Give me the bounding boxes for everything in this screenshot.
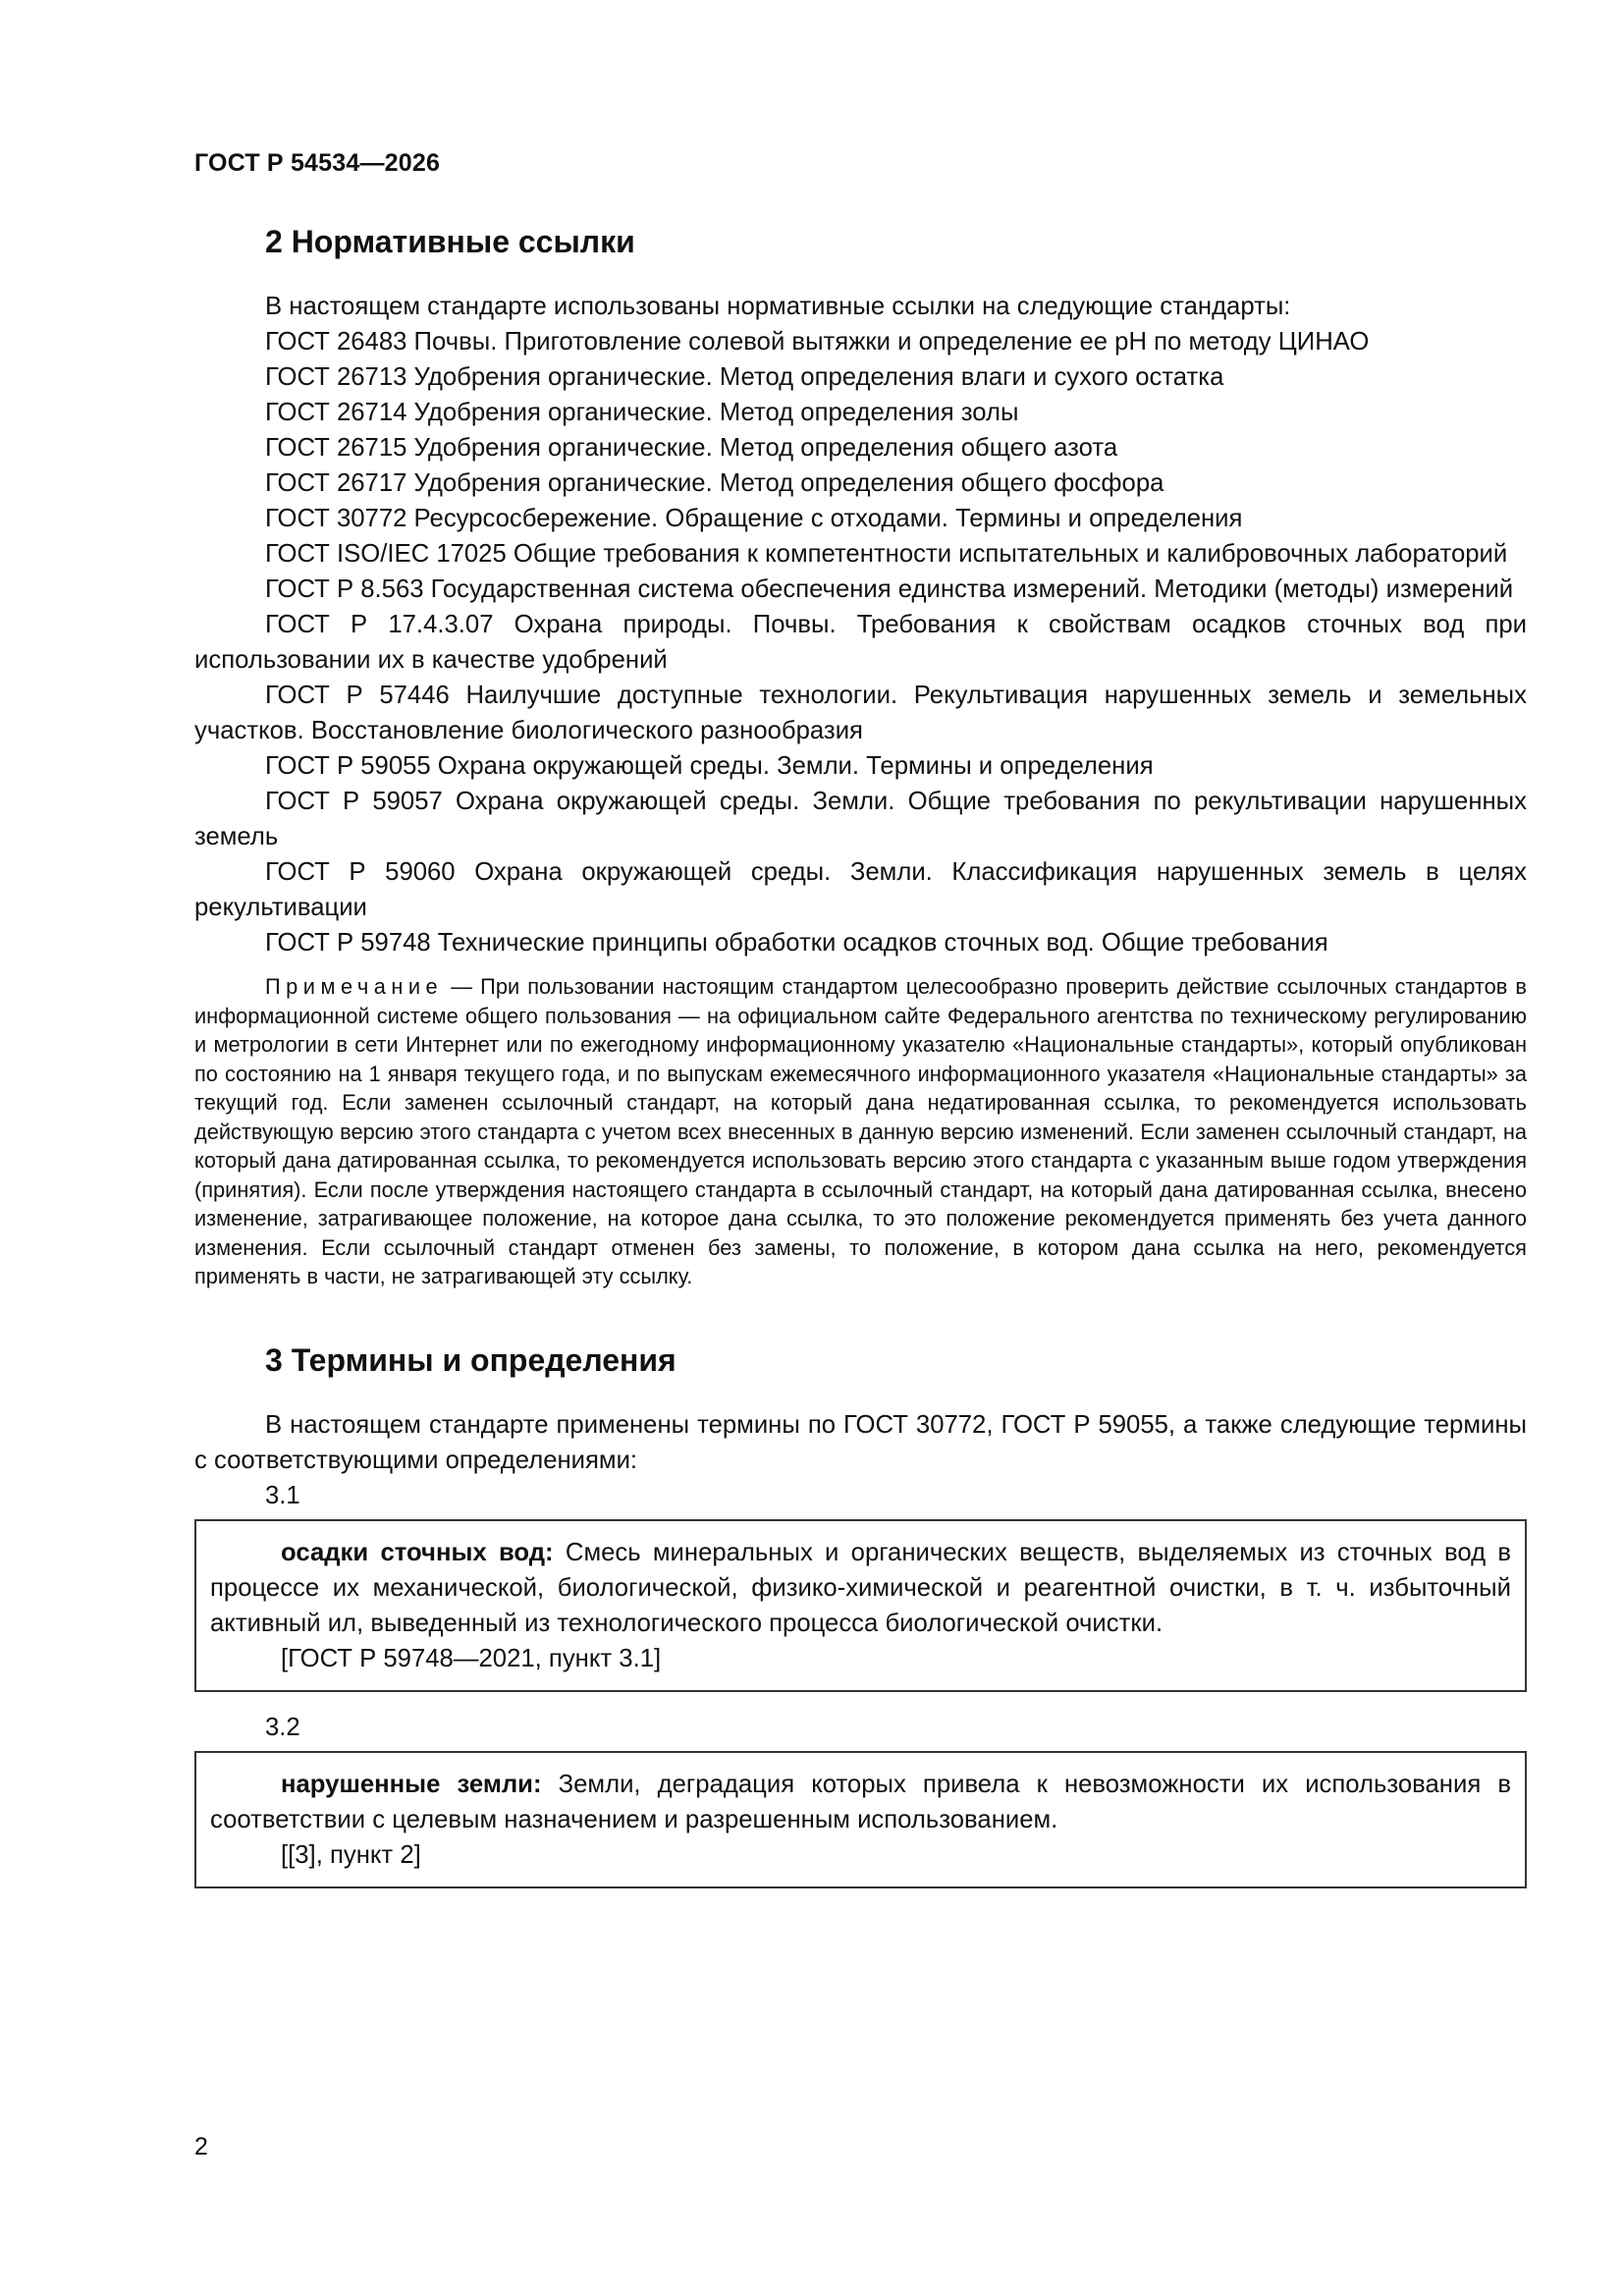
term-source: [ГОСТ Р 59748—2021, пункт 3.1] <box>281 1644 662 1672</box>
term-name: нарушенные земли: <box>281 1770 542 1798</box>
reference-item: ГОСТ Р 59060 Охрана окружающей среды. Земли. Классификация нарушенных земель в целях рекультивации <box>194 858 1527 921</box>
reference-item: ГОСТ Р 8.563 Государственная система обеспечения единства измерений. Методики (методы) измерений <box>265 575 1514 603</box>
document-id-header: ГОСТ Р 54534—2026 <box>194 149 441 177</box>
section-heading-terms: 3 Термины и определения <box>265 1341 676 1378</box>
term-number: 3.2 <box>265 1713 300 1741</box>
reference-item: ГОСТ 26483 Почвы. Приготовление солевой вытяжки и определение ее pH по методу ЦИНАО <box>265 328 1370 355</box>
term-name: осадки сточных вод: <box>281 1538 554 1566</box>
note-label: Примечание <box>265 974 444 999</box>
reference-item: ГОСТ ISO/IEC 17025 Общие требования к компетентности испытательных и калибровочных лабораторий <box>265 540 1508 568</box>
section-intro: В настоящем стандарте применены термины по ГОСТ 30772, ГОСТ Р 59055, а также следующие термины с соответствующими определениями: <box>194 1410 1527 1474</box>
term-source: [[3], пункт 2] <box>281 1840 421 1869</box>
reference-item: ГОСТ Р 57446 Наилучшие доступные технологии. Рекультивация нарушенных земель и земельных участков. Восстановление биологического разнообразия <box>194 682 1527 744</box>
section-intro: В настоящем стандарте использованы нормативные ссылки на следующие стандарты: <box>265 293 1291 320</box>
reference-item: ГОСТ Р 59748 Технические принципы обработки осадков сточных вод. Общие требования <box>265 929 1328 957</box>
reference-item: ГОСТ 26713 Удобрения органические. Метод определения влаги и сухого остатка <box>265 363 1224 391</box>
reference-item: ГОСТ Р 17.4.3.07 Охрана природы. Почвы. Требования к свойствам осадков сточных вод при использовании их в качестве удобрений <box>194 611 1527 674</box>
reference-item: ГОСТ 26715 Удобрения органические. Метод определения общего азота <box>265 434 1118 462</box>
page-number: 2 <box>194 2133 208 2160</box>
reference-item: ГОСТ 26714 Удобрения органические. Метод определения золы <box>265 399 1019 426</box>
term-number: 3.1 <box>265 1481 300 1509</box>
term-definition-text: Земли, деградация которых привела к невозможности их использования в соответствии с целевым назначением и разрешенным использованием. <box>210 1770 1511 1833</box>
reference-item: ГОСТ 30772 Ресурсосбережение. Обращение с отходами. Термины и определения <box>265 505 1243 532</box>
term-definition-box <box>194 1751 1527 1888</box>
page-content <box>194 222 1527 1906</box>
term-definition <box>210 1767 1511 1837</box>
term-definition <box>210 1535 1511 1641</box>
term-definition-box <box>194 1519 1527 1692</box>
note-text: — При пользовании настоящим стандартом целесообразно проверить действие ссылочных стандартов в информационной системе общего пользования — на официальном сайте Федерального агентства по техническому регулированию и метрологии в сети Интернет или по ежегодному информационному указателю «Национальные стандарты», который опубликован по состоянию на 1 января текущего года, и по выпускам ежемесячного информационного указателя «Национальные стандарты» за текущий год. Если заменен ссылочный стандарт, на который дана недатированная ссылка, то рекомендуется использовать действующую версию этого стандарта с учетом всех внесенных в данную версию изменений. Если заменен ссылочный стандарт, на который дана датированная ссылка, то рекомендуется использовать версию этого стандарта с указанным выше годом утверждения (принятия). Если после утверждения настоящего стандарта в ссылочный стандарт, на который дана датированная ссылка, внесено изменение, затрагивающее положение, на которое дана ссылка, то это положение рекомендуется применять без учета данного изменения. Если ссылочный стандарт отменен без замены, то положение, в котором дана ссылка на него, рекомендуется применять в части, не затрагивающей эту ссылку. <box>194 974 1527 1288</box>
reference-item: ГОСТ Р 59055 Охрана окружающей среды. Земли. Термины и определения <box>265 752 1154 780</box>
reference-item: ГОСТ Р 59057 Охрана окружающей среды. Земли. Общие требования по рекультивации нарушенных земель <box>194 788 1527 850</box>
reference-item: ГОСТ 26717 Удобрения органические. Метод определения общего фосфора <box>265 469 1164 497</box>
section-heading-normative-refs: 2 Нормативные ссылки <box>265 224 635 259</box>
note-paragraph <box>194 972 1527 1291</box>
term-definition-text: Смесь минеральных и органических веществ, выделяемых из сточных вод в процессе их механической, биологической, физико-химической и реагентной очистки, в т. ч. избыточный активный ил, выведенный из технологического процесса биологической очистки. <box>210 1538 1511 1637</box>
